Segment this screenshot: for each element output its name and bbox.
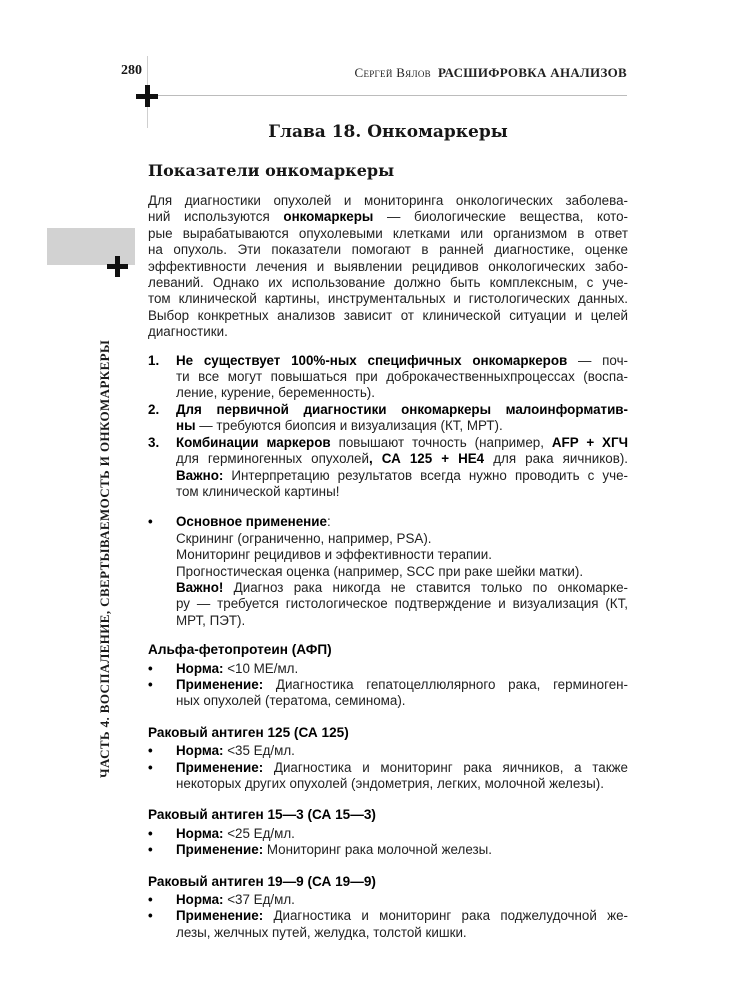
running-head-author: Сергей Вялов — [354, 65, 431, 80]
running-head-book-title: РАСШИФРОВКА АНАЛИЗОВ — [437, 65, 627, 80]
list-item-body — [176, 743, 628, 759]
text-line: том клинической картины, инструментальных и гистологических данных. — [148, 291, 628, 307]
list-item-body — [176, 677, 628, 710]
text-line: Выбор конкретных анализов зависит от клинической ситуации и целей — [148, 307, 628, 323]
list-item-body — [176, 402, 628, 435]
chapter-title: Глава 18. Онкомаркеры — [268, 122, 508, 142]
crop-mark-icon — [136, 85, 158, 107]
text-line: ти все могут повышаться при доброкачественныхпроцессах (воспа- — [176, 369, 628, 385]
crop-mark-icon — [107, 256, 128, 277]
text-line: лезы, желчных путей, желудка, толстой кишки. — [176, 924, 467, 940]
text-line: МРТ, ПЭТ). — [176, 612, 246, 628]
section-title: Показатели онкомаркеры — [148, 161, 395, 180]
marker-section-heading: Раковый антиген 19—9 (СА 19—9) — [148, 873, 376, 889]
list-item — [148, 514, 628, 629]
marker-section — [148, 807, 628, 858]
list-marker: 2. — [148, 401, 160, 417]
intro-paragraph — [148, 193, 628, 341]
list-item-body — [176, 842, 628, 858]
header-rule — [150, 95, 627, 96]
text-line: Прогностическая оценка (например, SCC при раке шейки матки). — [176, 563, 584, 579]
text-line: Применение: Диагностика и мониторинг рака яичников, а также — [176, 759, 628, 775]
text-line: Применение: Мониторинг рака молочной железы. — [176, 842, 492, 858]
text-line: диагностики. — [148, 324, 228, 340]
text-line: на опухоль. Эти показатели помогают в ранней диагностике, оценке — [148, 242, 628, 258]
list-item-body — [176, 353, 628, 402]
text-line: ны — требуются биопсия и визуализация (КТ, МРТ). — [176, 418, 503, 434]
text-line: Применение: Диагностика гепатоцеллюлярного рака, герминоген- — [176, 676, 628, 692]
marker-section-heading: Альфа-фетопротеин (АФП) — [148, 642, 332, 658]
list-marker: • — [148, 514, 153, 530]
list-item — [148, 743, 628, 759]
marker-section-heading: Раковый антиген 125 (СА 125) — [148, 724, 349, 740]
text-line: Норма: <10 МЕ/мл. — [176, 660, 299, 676]
text-line: Скрининг (ограниченно, например, PSA). — [176, 530, 432, 546]
text-line: Важно! Диагноз рака никогда не ставится только по онкомарке- — [176, 579, 628, 595]
text-line: эффективности лечения и выявлении рецидивов онкологических забо- — [148, 258, 628, 274]
list-item-body — [176, 892, 628, 908]
list-marker: • — [148, 892, 153, 908]
list-marker: • — [148, 842, 153, 858]
text-line: Норма: <25 Ед/мл. — [176, 825, 295, 841]
list-marker: 3. — [148, 434, 160, 450]
list-item-body — [176, 661, 628, 677]
text-line: ление, курение, беременность). — [176, 385, 375, 401]
list-item — [148, 435, 628, 501]
text-line: некоторых других опухолей (эндометрия, легких, молочной железы). — [176, 776, 604, 791]
running-head — [354, 65, 627, 81]
list-item — [148, 908, 628, 941]
list-marker: 1. — [148, 352, 160, 368]
list-item — [148, 760, 628, 793]
marker-section — [148, 874, 628, 942]
list-item-body — [176, 514, 628, 629]
text-line: леваний. Однако их использование должно быть комплексным, с уче- — [148, 275, 628, 291]
list-marker: • — [148, 676, 153, 692]
page-number: 280 — [121, 63, 142, 78]
list-item — [148, 826, 628, 842]
marker-section — [148, 725, 628, 793]
text-line: Норма: <35 Ед/мл. — [176, 743, 295, 759]
marker-section-heading: Раковый антиген 15—3 (СА 15—3) — [148, 807, 376, 823]
text-line: ных опухолей (тератома, семинома). — [176, 693, 406, 709]
text-line: Для первичной диагностики онкомаркеры малоинформатив- — [176, 401, 628, 417]
list-item — [148, 402, 628, 435]
list-item — [148, 842, 628, 858]
numbered-list — [148, 353, 628, 501]
text-line: ний используются онкомаркеры — биологические вещества, кото- — [148, 209, 628, 225]
list-marker: • — [148, 759, 153, 775]
text-line: рые вырабатываются опухолевыми клетками или организмом в ответ — [148, 225, 628, 241]
usage-list — [148, 514, 628, 629]
text-line: Применение: Диагностика и мониторинг рака поджелудочной же- — [176, 908, 628, 924]
main-column — [148, 122, 628, 941]
text-line: Мониторинг рецидивов и эффективности терапии. — [176, 547, 492, 563]
list-item-body — [176, 826, 628, 842]
list-marker: • — [148, 825, 153, 841]
text-line: том клинической картины! — [176, 483, 340, 499]
list-item-body — [176, 435, 628, 501]
list-marker: • — [148, 908, 153, 924]
text-line: Норма: <37 Ед/мл. — [176, 892, 295, 908]
list-item — [148, 661, 628, 677]
text-line: ру — требуется гистологическое подтверждение и визуализация (КТ, — [176, 596, 628, 612]
text-line: Основное применение: — [176, 514, 331, 530]
text-line: Важно: Интерпретацию результатов всегда нужно проводить с уче- — [176, 467, 628, 483]
list-marker: • — [148, 743, 153, 759]
marker-sections — [148, 642, 628, 941]
text-line: Комбинации маркеров повышают точность (например, AFP + ХГЧ — [176, 434, 628, 450]
text-line: для герминогенных опухолей, СА 125 + НЕ4 для рака яичников). — [176, 451, 629, 467]
part-caption-vertical: ЧАСТЬ 4. ВОСПАЛЕНИЕ, СВЕРТЫВАЕМОСТЬ И ОНКОМАРКЕРЫ — [97, 339, 112, 778]
text-line: Не существует 100%-ных специфичных онкомаркеров — поч- — [176, 352, 628, 368]
list-item — [148, 677, 628, 710]
text-line: Для диагностики опухолей и мониторинга онкологических заболева- — [148, 193, 628, 208]
list-marker: • — [148, 660, 153, 676]
marker-section — [148, 642, 628, 710]
list-item — [148, 892, 628, 908]
list-item-body — [176, 760, 628, 793]
list-item — [148, 353, 628, 402]
list-item-body — [176, 908, 628, 941]
